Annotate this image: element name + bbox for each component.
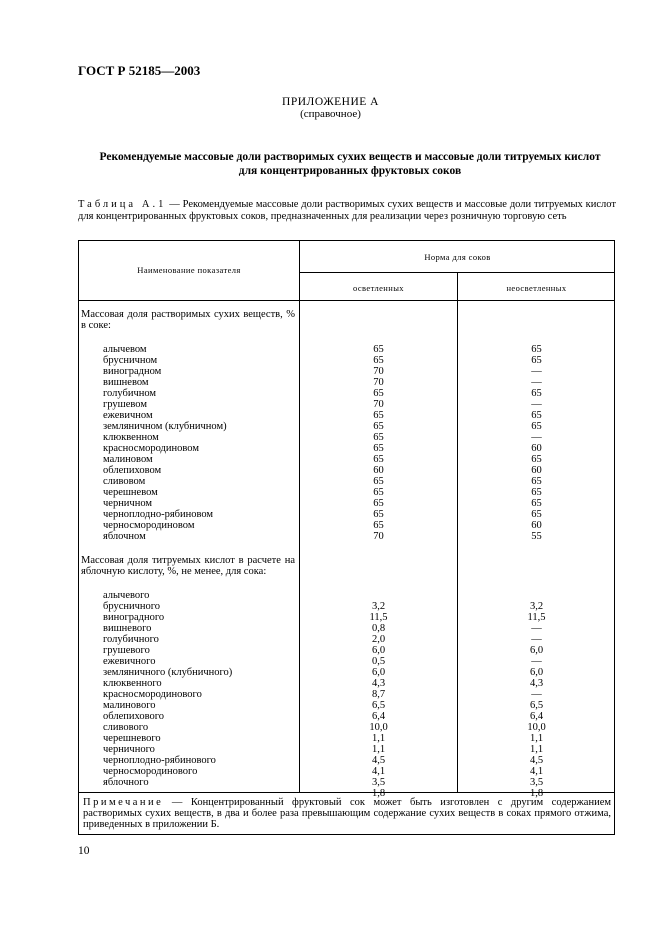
row-name: черешневом	[103, 487, 158, 498]
value-unclarified: —	[531, 366, 542, 377]
value-clarified: 6,0	[371, 667, 386, 678]
row-name: красносмородиновом	[103, 443, 199, 454]
row-name: яблочном	[103, 531, 146, 542]
row-name: облепихового	[103, 711, 165, 722]
header-divider-bottom	[79, 300, 615, 301]
row-name: голубичного	[103, 634, 159, 645]
row-name: черничном	[103, 498, 153, 509]
value-clarified: 65	[373, 388, 384, 399]
value-unclarified: —	[531, 689, 542, 700]
value-clarified: 11,5	[369, 612, 388, 623]
value-clarified: 1,1	[371, 733, 386, 744]
row-name: сливового	[103, 722, 149, 733]
row-name: сливовом	[103, 476, 146, 487]
appendix-subtitle: (справочное)	[300, 108, 361, 120]
value-unclarified: 65	[531, 476, 542, 487]
value-unclarified: —	[531, 634, 542, 645]
row-name: черничного	[103, 744, 155, 755]
row-name: малиновом	[103, 454, 153, 465]
value-unclarified: —	[531, 399, 542, 410]
value-unclarified: 1,1	[529, 744, 544, 755]
row-name: малинового	[103, 700, 156, 711]
value-clarified: 2,0	[371, 634, 386, 645]
value-unclarified: 60	[531, 443, 542, 454]
row-name: клюквенного	[103, 678, 162, 689]
row-name: грушевого	[103, 645, 150, 656]
value-unclarified: —	[531, 656, 542, 667]
value-clarified: 60	[373, 465, 384, 476]
section-spacer	[300, 542, 457, 555]
row-name: черноплодно-рябиновом	[103, 509, 214, 520]
row-name: яблочного	[103, 777, 149, 788]
value-unclarified: —	[531, 377, 542, 388]
value-unclarified: 65	[531, 498, 542, 509]
section-spacer	[458, 542, 615, 555]
row-name: алычевом	[103, 344, 147, 355]
document-title-line-1: Рекомендуемые массовые доли растворимых сухих веществ и массовые доли титруемых кислот	[99, 151, 601, 163]
value-unclarified: 65	[531, 388, 542, 399]
section-heading-spacer	[458, 555, 615, 601]
value-clarified: 1,8	[371, 788, 386, 799]
document-title	[90, 150, 610, 178]
value-clarified: 6,0	[371, 645, 386, 656]
value-unclarified: 60	[531, 520, 542, 531]
value-unclarified: —	[531, 432, 542, 443]
document-code: ГОСТ Р 52185—2003	[78, 63, 201, 78]
value-clarified: 65	[373, 443, 384, 454]
value-unclarified: 65	[531, 487, 542, 498]
row-name: ежевичном	[103, 410, 153, 421]
value-unclarified: 65	[531, 355, 542, 366]
value-unclarified: 3,5	[529, 777, 544, 788]
row-name: земляничном (клубничном)	[103, 421, 227, 432]
value-clarified: 4,5	[371, 755, 386, 766]
table-caption	[78, 199, 616, 222]
value-clarified: 65	[373, 487, 384, 498]
norms-table	[78, 240, 615, 835]
value-clarified: 65	[373, 421, 384, 432]
value-unclarified: 4,1	[529, 766, 544, 777]
value-clarified: 70	[373, 366, 384, 377]
value-unclarified: 3,2	[529, 601, 544, 612]
value-unclarified: 65	[531, 421, 542, 432]
names-column	[81, 309, 295, 788]
clarified-values-column	[300, 309, 457, 799]
value-unclarified: 10,0	[527, 722, 546, 733]
row-name: вишневого	[103, 623, 152, 634]
table-note-lead: Примечание	[83, 797, 164, 808]
column-header-clarified: осветленных	[353, 283, 404, 293]
table-caption-lead: Таблица А.1	[78, 199, 167, 210]
section-heading: Массовая доля титруемых кислот в расчете на яблочную кислоту, %, не менее, для сока:	[81, 555, 295, 577]
value-clarified: 70	[373, 531, 384, 542]
value-clarified: 65	[373, 410, 384, 421]
row-name: голубичном	[103, 388, 157, 399]
value-unclarified: 6,0	[529, 667, 544, 678]
value-unclarified: 4,3	[529, 678, 544, 689]
section-heading: Массовая доля растворимых сухих веществ, % в соке:	[81, 309, 295, 331]
value-clarified: 65	[373, 454, 384, 465]
value-unclarified: 11,5	[527, 612, 546, 623]
row-name: черносмородинового	[103, 766, 198, 777]
row-name: черешневого	[103, 733, 161, 744]
row-name: виноградного	[103, 612, 165, 623]
value-clarified: 65	[373, 344, 384, 355]
page-number: 10	[78, 845, 90, 857]
value-unclarified: 65	[531, 454, 542, 465]
value-clarified: 65	[373, 509, 384, 520]
value-clarified: 4,3	[371, 678, 386, 689]
value-clarified: 65	[373, 520, 384, 531]
value-unclarified: 1,1	[529, 733, 544, 744]
row-name: брусничного	[103, 601, 161, 612]
value-clarified: 3,2	[371, 601, 386, 612]
value-clarified: 0,8	[371, 623, 386, 634]
value-clarified: 4,1	[371, 766, 386, 777]
value-unclarified: 1,8	[529, 788, 544, 799]
row-name: черноплодно-рябинового	[103, 755, 216, 766]
value-clarified: 65	[373, 498, 384, 509]
row-name: алычевого	[103, 590, 150, 601]
value-unclarified: 55	[531, 531, 542, 542]
value-clarified: 70	[373, 399, 384, 410]
column-header-unclarified: неосветленных	[506, 283, 567, 293]
value-clarified: 65	[373, 476, 384, 487]
value-clarified: 1,1	[371, 744, 386, 755]
row-name: земляничного (клубничного)	[103, 667, 233, 678]
table-note	[83, 797, 611, 830]
table-note-text: — Концентрированный фруктовый сок может быть изготовлен с другим содержанием растворимых сухих веществ, в два и более раза превышающим содержание сухих веществ в соках прямого отжима, приведенных в приложении Б.	[83, 797, 611, 830]
section-spacer	[81, 542, 295, 555]
value-unclarified: 6,0	[529, 645, 544, 656]
value-clarified: 8,7	[371, 689, 386, 700]
column-header-indicator: Наименование показателя	[137, 265, 241, 275]
value-clarified: 70	[373, 377, 384, 388]
row-name: ежевичного	[103, 656, 156, 667]
value-clarified: 6,5	[371, 700, 386, 711]
unclarified-values-column	[458, 309, 615, 799]
table-caption-text: — Рекомендуемые массовые доли растворимых сухих веществ и массовые доли титруемых кислот для концентрированных фруктовых соков, предназначенных для реализации через розничную торговую сеть	[78, 199, 616, 222]
value-unclarified: 60	[531, 465, 542, 476]
row-name: красносмородинового	[103, 689, 202, 700]
row-name: брусничном	[103, 355, 158, 366]
row-name: облепиховом	[103, 465, 162, 476]
value-clarified: 3,5	[371, 777, 386, 788]
section-heading-spacer	[300, 309, 457, 344]
value-unclarified: 65	[531, 410, 542, 421]
column-header-group: Норма для соков	[424, 252, 491, 262]
row-name: виноградном	[103, 366, 162, 377]
document-title-line-2: для концентрированных фруктовых соков	[238, 165, 462, 177]
header-divider-group	[299, 272, 615, 273]
section-heading-spacer	[458, 309, 615, 344]
row-name: клюквенном	[103, 432, 159, 443]
value-unclarified: —	[531, 623, 542, 634]
section-heading-spacer	[300, 555, 457, 601]
value-clarified: 65	[373, 355, 384, 366]
value-clarified: 10,0	[369, 722, 388, 733]
appendix-title: ПРИЛОЖЕНИЕ А	[282, 96, 379, 108]
value-unclarified: 65	[531, 344, 542, 355]
value-unclarified: 6,4	[529, 711, 544, 722]
row-name: вишневом	[103, 377, 149, 388]
value-unclarified: 4,5	[529, 755, 544, 766]
row-name: черносмородиновом	[103, 520, 195, 531]
value-unclarified: 65	[531, 509, 542, 520]
value-unclarified: 6,5	[529, 700, 544, 711]
row-name: грушевом	[103, 399, 147, 410]
value-clarified: 6,4	[371, 711, 386, 722]
value-clarified: 0,5	[371, 656, 386, 667]
value-clarified: 65	[373, 432, 384, 443]
